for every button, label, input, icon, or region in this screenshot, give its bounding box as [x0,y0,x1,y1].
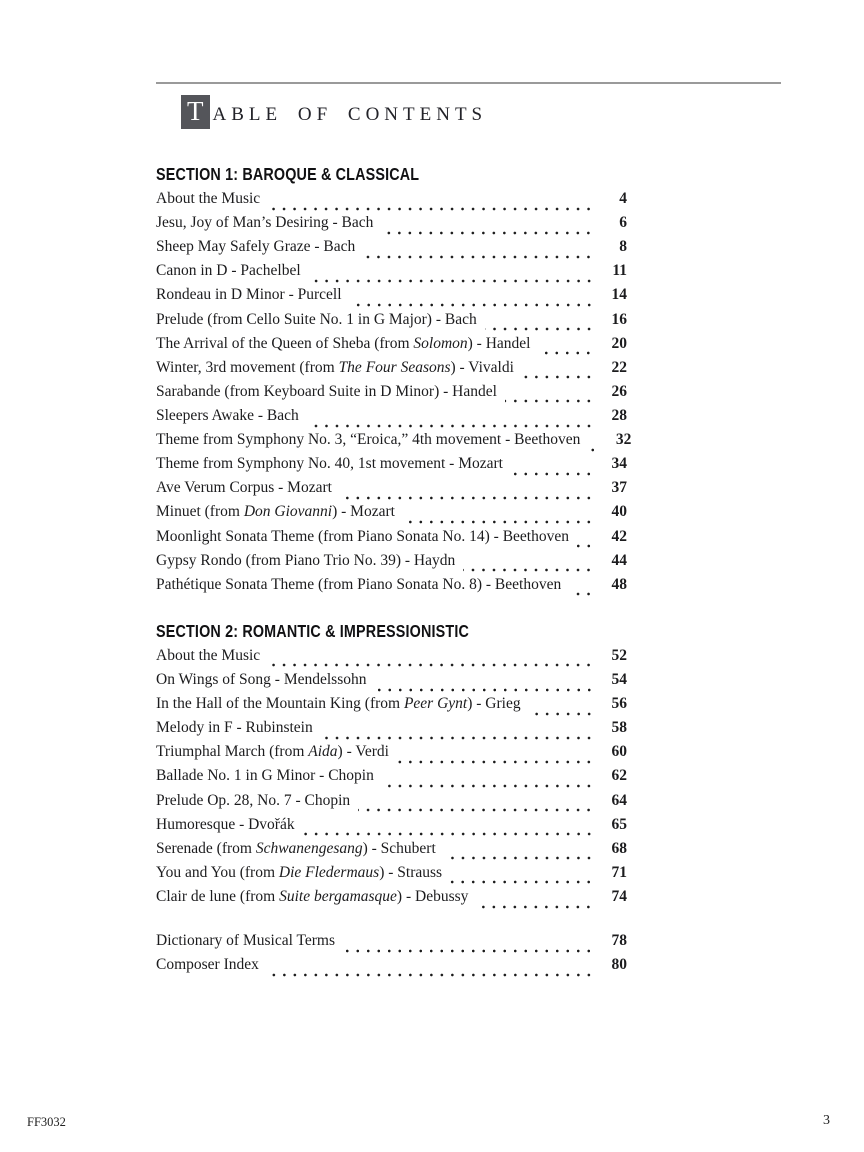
toc-title-segment: Humoresque - Dvořák [156,815,295,833]
toc-entry [156,888,627,912]
toc-entry [156,840,627,864]
toc-title-segment: The Arrival of the Queen of Sheba (from [156,334,414,352]
toc-entry [156,671,627,695]
dot-leader [307,416,596,428]
toc-entry-title [156,262,301,280]
toc-entry [156,431,632,455]
dot-leader [444,849,596,861]
dot-leader [381,223,596,235]
toc-entry-page: 54 [611,670,627,688]
toc-entry-title [156,647,260,665]
toc-entry [156,552,627,576]
dot-leader [538,344,596,356]
toc-entry [156,719,627,743]
toc-entry [156,455,627,479]
toc-entry-title [156,190,260,208]
toc-entry-title [156,383,497,401]
dot-leader [363,247,596,259]
toc-title-italic-segment: Die Fledermaus [278,863,380,881]
toc-entry-title [156,743,389,761]
dot-leader [321,728,596,740]
catalog-number: FF3032 [27,1115,66,1129]
dot-leader [522,368,596,380]
toc-entry [156,407,627,431]
toc-title-italic-segment: The Four Seasons [338,358,451,376]
toc-title-segment: On Wings of Song - Mendelssohn [156,670,367,688]
toc-entry-title [156,311,477,329]
dot-leader [588,440,600,452]
toc-title-segment: Jesu, Joy of Man’s Desiring - Bach [156,214,374,232]
dot-leader [505,392,596,404]
toc-entry-title [156,840,436,858]
toc-entry-page: 40 [611,503,627,521]
toc-title-segment: ) - Strauss [379,863,443,881]
dot-leader [382,777,596,789]
dropcap-letter: T [181,95,210,129]
toc-entry-title [156,335,530,353]
toc-entry [156,214,627,238]
toc-entry-page: 8 [619,238,627,256]
dot-leader [397,752,596,764]
dot-leader [358,801,596,813]
dot-leader [350,296,596,308]
toc-entry-title [156,552,455,570]
toc-entry [156,932,627,956]
toc-title-segment: ) - Debussy [396,887,469,905]
toc-title-italic-segment: Suite bergamasque [279,887,397,905]
toc-entry-title [156,792,350,810]
toc-entry [156,238,627,262]
toc-entry-page: 62 [611,767,627,785]
toc-title-segment: Sleepers Awake - Bach [156,406,299,424]
toc-entry-title [156,479,332,497]
section-heading: SECTION 1: BAROQUE & CLASSICAL [156,164,420,184]
toc-entry-page: 34 [611,455,627,473]
toc-title-segment: Theme from Symphony No. 3, “Eroica,” 4th movement - Beethoven [156,431,581,449]
dot-leader [403,513,596,525]
toc-title-italic-segment: Aida [308,743,338,761]
toc-entry [156,335,627,359]
toc-entry-title [156,431,580,449]
toc-entry-page: 14 [611,286,627,304]
dot-leader [476,897,596,909]
toc-entry-page: 48 [611,575,627,593]
dot-leader [303,825,596,837]
toc-entry-page: 60 [611,743,627,761]
toc-entry-page: 16 [611,310,627,328]
toc-entry-title [156,503,395,521]
toc-entry-title [156,455,503,473]
toc-entry-page: 71 [611,863,627,881]
page-title-text: ABLE OF CONTENTS [212,104,488,125]
toc-title-segment: Melody in F - Rubinstein [156,719,313,737]
toc-entry-page: 64 [611,791,627,809]
dot-leader [267,965,596,977]
toc-title-segment: ) - Grieg [467,695,521,713]
toc-entry-title [156,888,468,906]
toc-title-segment: In the Hall of the Mountain King (from [156,695,404,713]
toc-title-segment: Rondeau in D Minor - Purcell [156,286,342,304]
toc-title-segment: Theme from Symphony No. 40, 1st movement - Mozart [156,455,503,473]
toc-entry [156,743,627,767]
page-title [181,95,487,129]
toc-entry-title [156,719,313,737]
dot-leader [309,271,596,283]
toc-entry-page: 4 [619,190,627,207]
toc-entry-page: 52 [611,646,627,664]
section-heading: SECTION 2: ROMANTIC & IMPRESSIONISTIC [156,620,470,641]
toc-title-segment: Prelude (from Cello Suite No. 1 in G Major) - Bach [156,310,477,328]
toc-entry-page: 11 [612,262,627,280]
dot-leader [343,941,596,953]
dot-leader [577,537,596,549]
toc-title-segment: ) - Vivaldi [450,358,514,376]
toc-entry-page: 58 [611,719,627,737]
dot-leader [511,464,596,476]
toc-title-segment: Composer Index [156,956,259,974]
toc-title-segment: You and You (from [156,863,279,881]
toc-entry [156,767,627,791]
toc-entry [156,816,627,840]
toc-entry-page: 65 [611,815,627,833]
toc-entry-title [156,407,299,425]
toc-entry-title [156,864,442,882]
toc-entry [156,956,627,980]
toc-title-italic-segment: Schwanengesang [255,839,363,857]
dot-leader [268,656,596,668]
dot-leader [569,585,596,597]
toc-entry-title [156,238,355,256]
toc-entry [156,647,627,671]
toc-title-segment: Triumphal March (from [156,743,309,761]
toc-entry [156,479,627,503]
toc-title-segment: Winter, 3rd movement (from [156,358,339,376]
toc-entry-page: 56 [611,695,627,713]
toc-entry-title [156,816,295,834]
dot-leader [375,680,597,692]
toc-entry [156,190,627,214]
toc-entry [156,695,627,719]
toc-title-italic-segment: Solomon [413,334,468,352]
toc-title-segment: ) - Mozart [332,503,395,521]
dot-leader [450,873,596,885]
toc-title-segment: Gypsy Rondo (from Piano Trio No. 39) - Haydn [156,551,456,569]
toc-entry-page: 32 [615,431,632,449]
toc-title-segment: Clair de lune (from [156,887,280,905]
dot-leader [268,199,596,211]
toc-entry-title [156,214,373,232]
toc-entry-page: 78 [611,932,627,950]
toc-title-segment: Ballade No. 1 in G Minor - Chopin [156,767,374,785]
toc-entry-page: 26 [611,382,627,400]
toc-entry-page: 74 [611,887,627,905]
toc-entry [156,359,627,383]
toc-entry-title [156,671,367,689]
toc-entry-page: 6 [619,214,627,232]
toc-entry-title [156,695,521,713]
toc-entry-page: 68 [611,839,627,857]
toc-entry [156,576,627,600]
toc-title-italic-segment: Peer Gynt [403,695,468,713]
toc-title-segment: Sarabande (from Keyboard Suite in D Minor) - Handel [156,382,497,400]
toc-title-segment: About the Music [156,190,261,207]
toc-entry-page: 42 [611,527,627,545]
toc-title-segment: Serenade (from [156,839,256,857]
toc-entry-page: 80 [611,956,627,974]
page-number: 3 [823,1113,830,1128]
toc-title-segment: Sheep May Safely Graze - Bach [156,238,356,256]
toc-entry [156,286,627,310]
toc-entry [156,383,627,407]
toc-title-segment: ) - Schubert [362,839,436,857]
dot-leader [529,704,596,716]
toc-entry-title [156,956,259,974]
toc-entry-title [156,767,374,785]
toc-title-segment: Ave Verum Corpus - Mozart [156,479,332,497]
toc-entry [156,792,627,816]
toc-entry-page: 44 [611,551,627,569]
toc-entry [156,262,627,286]
toc-entry-page: 28 [611,406,627,424]
toc-title-segment: Dictionary of Musical Terms [156,932,335,950]
toc-entry [156,311,627,335]
toc-entry-title [156,359,514,377]
toc-entry [156,528,627,552]
dot-leader [463,561,596,573]
toc-entry-title [156,576,561,594]
toc-entry-page: 20 [611,334,627,352]
toc-entry [156,503,627,527]
toc-title-segment: ) - Handel [467,334,531,352]
toc-title-italic-segment: Don Giovanni [243,503,333,521]
back-matter [156,932,627,980]
toc-entry-title [156,286,342,304]
toc-title-segment: About the Music [156,646,261,664]
toc-entry-title [156,932,335,950]
toc-title-segment: Canon in D - Pachelbel [156,262,301,280]
toc-entry-page: 37 [611,479,627,497]
toc-title-segment: Pathétique Sonata Theme (from Piano Sonata No. 8) - Beethoven [156,575,562,593]
toc-entry [156,864,627,888]
toc-entry-title [156,528,569,546]
toc-entry-page: 22 [611,358,627,376]
toc-title-segment: Moonlight Sonata Theme (from Piano Sonata No. 14) - Beethoven [156,527,569,545]
top-rule [156,82,781,84]
table-of-contents [156,164,632,980]
dot-leader [340,488,596,500]
toc-title-segment: ) - Verdi [337,743,389,761]
toc-title-segment: Minuet (from [156,503,244,521]
toc-title-segment: Prelude Op. 28, No. 7 - Chopin [156,791,351,809]
dot-leader [485,320,596,332]
